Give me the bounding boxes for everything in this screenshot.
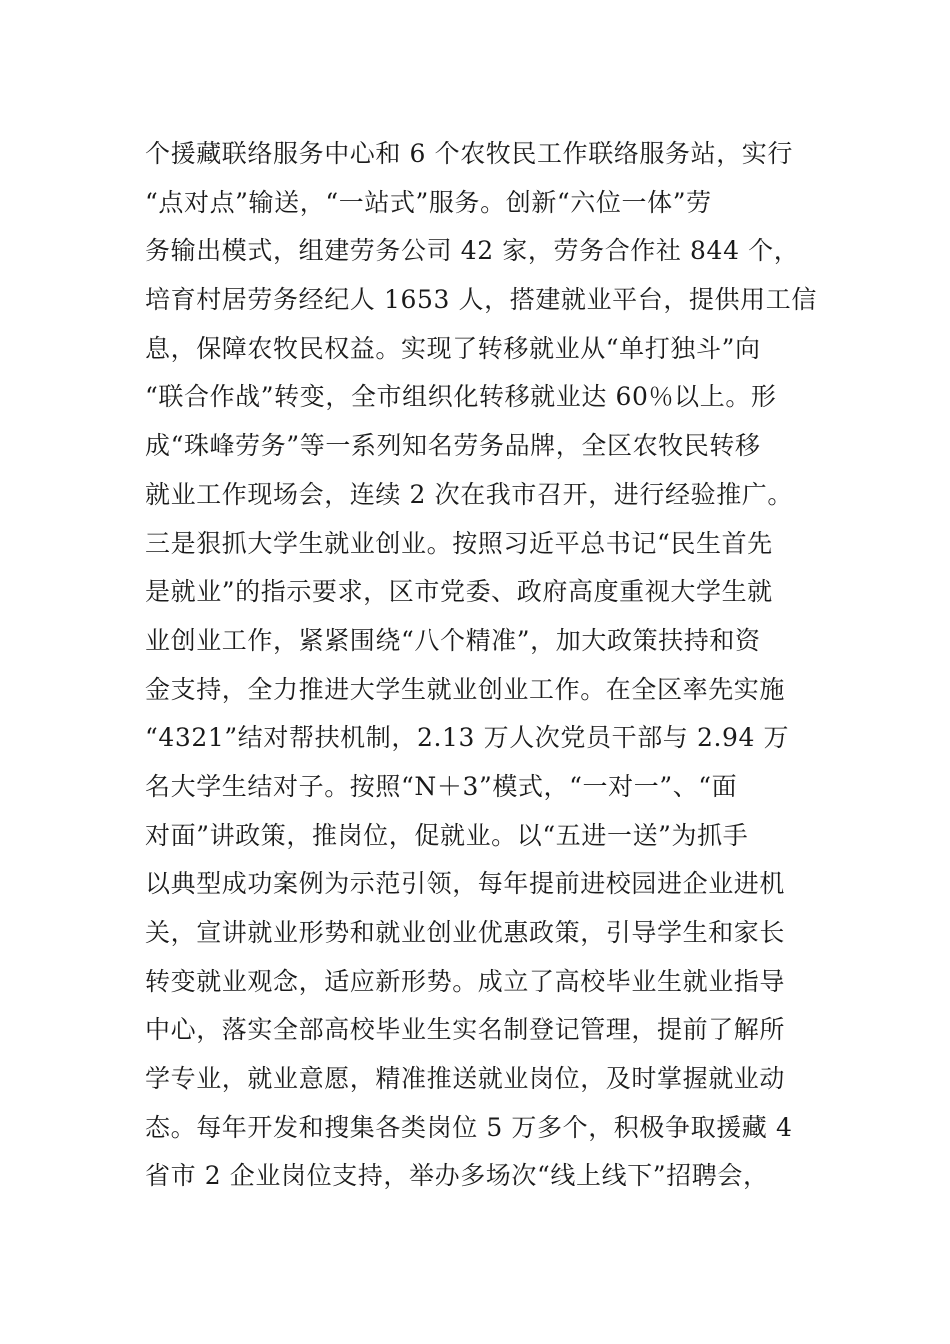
text-line: “点对点”输送，“一站式”服务。创新“六位一体”劳 <box>145 187 712 217</box>
text-line: 成“珠峰劳务”等一系列知名劳务品牌，全区农牧民转移 <box>145 431 761 461</box>
body-text <box>145 130 815 1201</box>
text-line: 业创业工作，紧紧围绕“八个精准”，加大政策扶持和资 <box>145 625 761 655</box>
text-line: 中心，落实全部高校毕业生实名制登记管理，提前了解所 <box>145 1015 786 1045</box>
text-line: 个援藏联络服务中心和 6 个农牧民工作联络服务站，实行 <box>145 139 794 168</box>
text-line: 名大学生结对子。按照“N＋3”模式，“一对一”、“面 <box>145 771 738 801</box>
text-line: 省市 2 企业岗位支持，举办多场次“线上线下”招聘会， <box>145 1161 769 1191</box>
text-line: 是就业”的指示要求，区市党委、政府高度重视大学生就 <box>145 577 773 607</box>
text-line: 学专业，就业意愿，精准推送就业岗位，及时掌握就业动 <box>145 1064 786 1094</box>
text-line: 三是狠抓大学生就业创业。按照习近平总书记“民生首先 <box>145 528 773 558</box>
text-line: 培育村居劳务经纪人 1653 人，搭建就业平台，提供用工信 <box>145 285 817 315</box>
text-line: 就业工作现场会，连续 2 次在我市召开，进行经验推广。 <box>145 479 794 509</box>
text-line: 金支持，全力推进大学生就业创业工作。在全区率先实施 <box>145 674 786 704</box>
text-line: 以典型成功案例为示范引领，每年提前进校园进企业进机 <box>145 869 786 899</box>
text-line: 关，宣讲就业形势和就业创业优惠政策，引导学生和家长 <box>145 918 786 947</box>
text-line: 对面”讲政策，推岗位，促就业。以“五进一送”为抓手 <box>145 820 749 850</box>
text-line: 息，保障农牧民权益。实现了转移就业从“单打独斗”向 <box>145 333 761 363</box>
text-line: 态。每年开发和搜集各类岗位 5 万多个，积极争取援藏 4 <box>145 1112 793 1142</box>
text-line: 务输出模式，组建劳务公司 42 家，劳务合作社 844 个， <box>145 236 800 266</box>
text-line: 转变就业观念，适应新形势。成立了高校毕业生就业指导 <box>145 966 786 996</box>
text-line: “联合作战”转变，全市组织化转移就业达 60％以上。形 <box>145 382 777 412</box>
text-line: “4321”结对帮扶机制，2.13 万人次党员干部与 2.94 万 <box>145 723 790 753</box>
